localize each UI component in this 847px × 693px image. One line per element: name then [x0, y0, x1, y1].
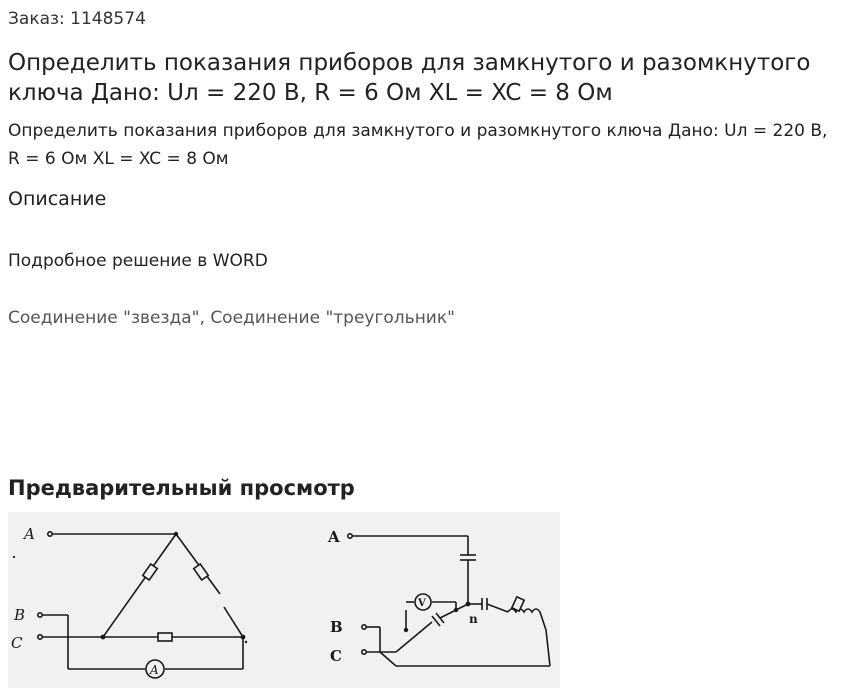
ammeter-label: A [150, 663, 159, 677]
description-heading: Описание [8, 188, 107, 210]
page-title: Определить показания приборов для замкнутого и разомкнутого ключа Дано: Uл = 220 В, R = 6 Ом XL = XC = 8 Ом [8, 50, 811, 106]
circuit-diagrams [8, 512, 560, 688]
left-label-a: A [24, 525, 35, 543]
voltmeter-label: V [418, 598, 426, 609]
left-label-c: C [11, 634, 23, 652]
tag-list [8, 308, 455, 328]
neutral-node-label: n [469, 612, 478, 626]
right-label-a: A [328, 528, 340, 546]
tag-separator: , [199, 308, 211, 328]
preview-heading: Предварительный просмотр [8, 476, 355, 500]
right-label-b: B [330, 618, 343, 636]
short-description: Определить показания приборов для замкнутого и разомкнутого ключа Дано: Uл = 220 В, R = 6 Ом XL = XC = 8 Ом [8, 121, 828, 169]
solution-format-note: Подробное решение в WORD [8, 251, 268, 271]
tag-star-connection[interactable]: Соединение "звезда" [8, 308, 200, 328]
order-number: Заказ: 1148574 [8, 9, 146, 29]
tag-delta-connection[interactable]: Соединение "треугольник" [210, 308, 455, 328]
preview-image[interactable] [8, 512, 560, 688]
right-label-c: C [330, 647, 342, 665]
left-label-b: B [14, 606, 26, 624]
